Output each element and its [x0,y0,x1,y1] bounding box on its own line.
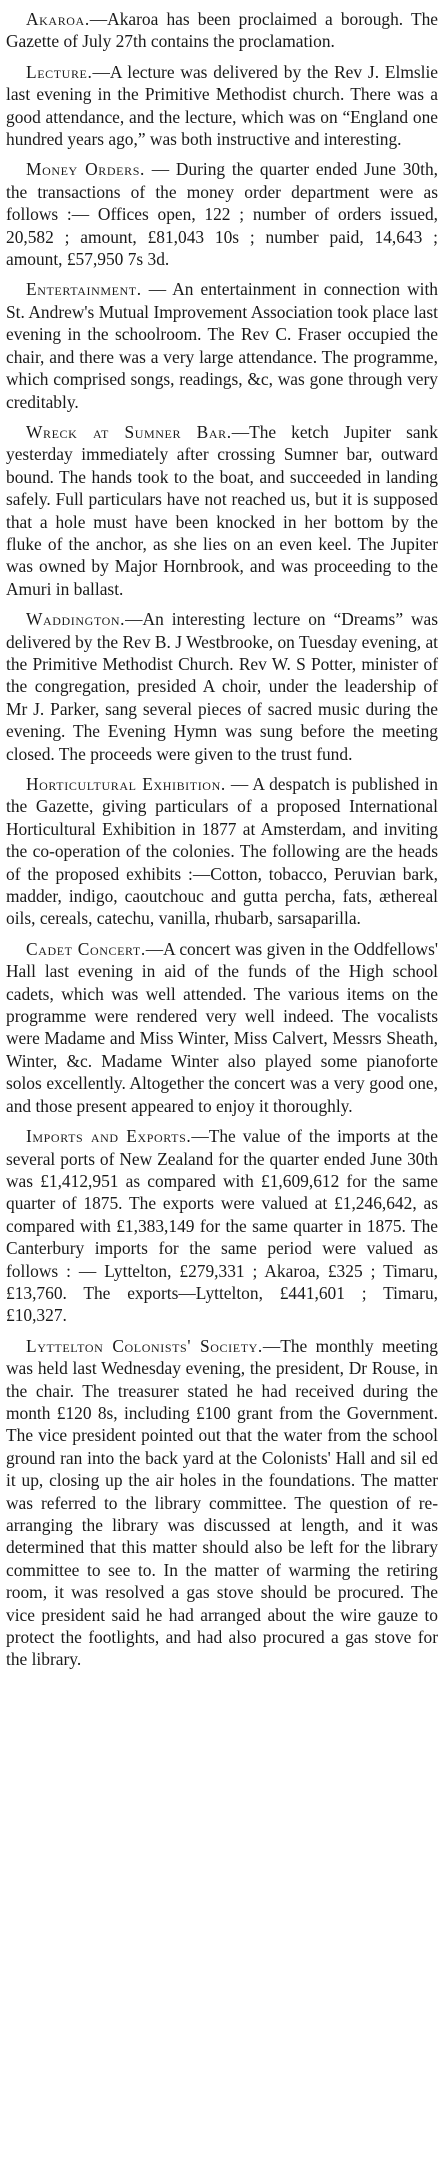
article-heading: Akaroa. [26,9,90,29]
article-lecture [6,61,438,151]
article-horticultural-exhibition [6,773,438,930]
article-lyttelton-colonists-society [6,1335,438,1671]
article-text: — An entertainment in connection with St. Andrew's Mutual Improvement Association took place last evening in the schoolroom. The Rev C. Fraser occupied the chair, and there was a very large attendance. The programme, which comprised songs, readings, &c, was gone through very creditably. [6,279,438,412]
article-heading: Cadet Concert. [26,938,146,959]
article-text: —The value of the imports at the several ports of New Zealand for the quarter ended June 30th was £1,412,951 as compared with £1,609,612 for the same quarter of 1875. The exports were valued at £1,246,642, as compared with £1,383,149 for the same quarter in 1875. The Canterbury imports for the same period were valued as follows : — Lyttelton, £279,331 ; Akaroa, £325 ; Timaru, £13,760. The exports—Lyttelton, £441,601 ; Timaru, £10,327. [6,1126,439,1326]
article-heading: Lyttelton Colonists' Society. [26,1335,263,1356]
article-heading: Lecture. [26,61,93,82]
article-text: —A lecture was delivered by the Rev J. Elmslie last evening in the Primitive Methodist church. There was a good attendance, and the lecture, which was on “England one hundred years ago,” was both instructive and interesting. [6,61,438,150]
article-wreck-at-sumner-bar [6,421,438,600]
article-heading: Wreck at Sumner Bar. [26,421,232,442]
article-akaroa [6,8,438,53]
article-text: —Akaroa has been proclaimed a borough. The Gazette of July 27th contains the proclamation. [6,9,438,52]
article-imports-and-exports [6,1125,438,1327]
article-text: —An interesting lecture on “Dreams” was delivered by the Rev B. J Westbrooke, on Tuesday evening, at the Primitive Methodist Church. Rev W. S Potter, minister of the congregation, presided A choir, under the leadership of Mr J. Parker, sang several pieces of sacred music during the evening. The Evening Hymn was sung before the meeting closed. The proceeds were given to the trust fund. [6,609,438,764]
article-cadet-concert [6,938,438,1117]
article-text: —A concert was given in the Oddfellows' Hall last evening in aid of the funds of the High school cadets, which was well attended. The various items on the programme were rendered very well indeed. The vocalists were Madame and Miss Winter, Miss Calvert, Messrs Sheath, Winter, &c. Madame Winter also played some pianoforte solos excellently. Altogether the concert was a very good one, and those present appeared to enjoy it thoroughly. [6,938,438,1116]
article-heading: Imports and Exports. [26,1126,192,1147]
article-entertainment [6,278,438,412]
article-text: —The monthly meeting was held last Wednesday evening, the president, Dr Rouse, in the chair. The treasurer stated he had received during the month £120 8s, including £100 grant from the Government. The vice president pointed out that the water from the school ground ran into the back yard at the Colonists' Hall and sil ed it up, closing up the air holes in the foundations. The matter was referred to the library committee. The question of re-arranging the library was discussed at length, and it was determined that this matter should also be left for the library committee to see to. In the matter of warming the retiring room, it was resolved a gas stove should be procured. The vice president said he had arranged about the wire gauze to protect the footlights, and had also procured a gas stove for the library. [6,1335,438,1670]
article-heading: Waddington. [26,609,126,630]
article-money-orders [6,158,438,270]
article-heading: Horticultural Exhibition. [26,774,226,794]
article-text: — During the quarter ended June 30th, the transactions of the money order department were as follows :— Offices open, 122 ; number of orders issued, 20,582 ; amount, £81,043 10s ; number paid, 14,643 ; amount, £57,950 7s 3d. [6,159,438,270]
article-heading: Entertainment. [26,279,142,300]
article-text: — A despatch is published in the Gazette, giving particulars of a proposed International Horticultural Exhibition in 1877 at Amsterdam, and inviting the co-operation of the colonies. The following are the heads of the proposed exhibits :—Cotton, tobacco, Peruvian bark, madder, indigo, caoutchouc and gutta percha, fats, æthereal oils, cereals, catechu, vanilla, rhubarb, sarsaparilla. [6,774,438,929]
article-heading: Money Orders. [26,159,145,180]
article-waddington [6,608,438,765]
article-text: —The ketch Jupiter sank yesterday immediately after crossing Sumner bar, outward bound. The hands took to the boat, and succeeded in landing safely. Full particulars have not reached us, but it is supposed that a hole must have been knocked in her bottom by the fluke of the anchor, as she lies on an even keel. The Jupiter was owned by Major Hornbrook, and was proceeding to the Amuri in ballast. [6,421,438,599]
